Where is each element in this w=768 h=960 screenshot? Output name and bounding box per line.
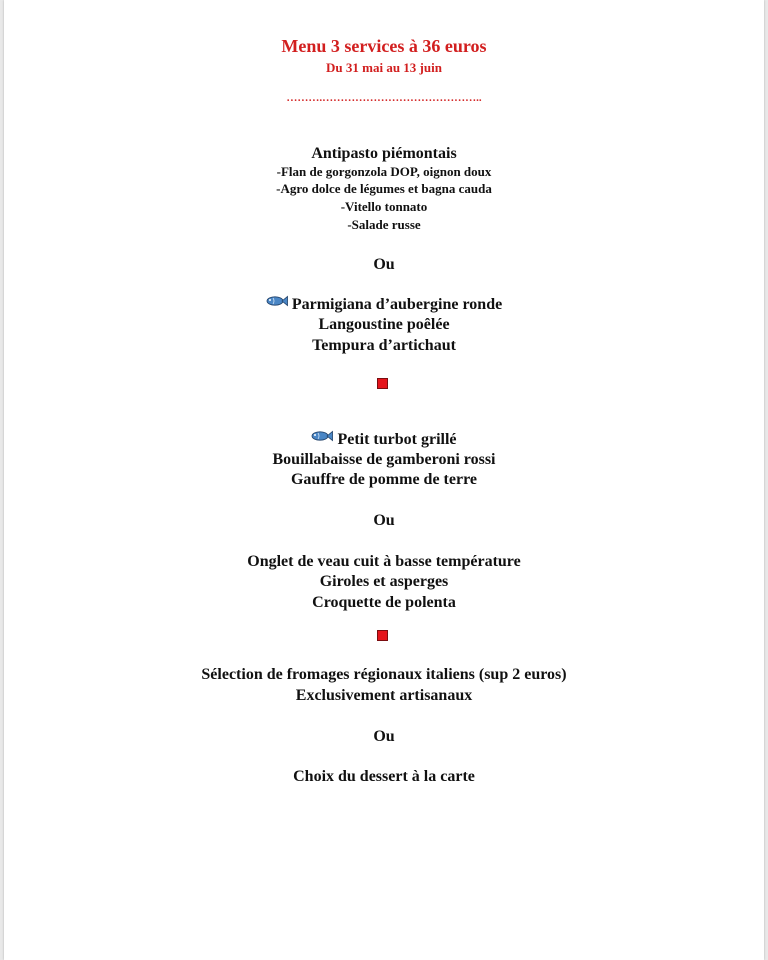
starter-2-line: Langoustine poêlée	[318, 316, 450, 333]
red-square-icon	[377, 630, 388, 641]
starter-1-item: -Salade russe	[347, 217, 421, 232]
red-square-icon	[377, 378, 388, 389]
starter-1-item: -Agro dolce de légumes et bagna cauda	[276, 181, 492, 196]
fish-icon	[266, 295, 288, 307]
main-2-line: Giroles et asperges	[319, 573, 449, 590]
or-label: Ou	[373, 256, 395, 273]
starter-1-item: -Vitello tonnato	[340, 199, 428, 214]
starter-1-item: -Flan de gorgonzola DOP, oignon doux	[276, 164, 492, 179]
starter-2-name-line	[4, 295, 764, 314]
dessert-2-name: Choix du dessert à la carte	[293, 768, 475, 785]
or-label: Ou	[373, 512, 395, 529]
fish-icon	[311, 430, 333, 442]
starter-2-line: Tempura d’artichaut	[312, 337, 456, 354]
starter-1-name: Antipasto piémontais	[311, 145, 457, 162]
menu-page	[4, 0, 764, 960]
menu-dates: Du 31 mai au 13 juin	[326, 60, 442, 75]
main-1-line: Gauffre de pomme de terre	[290, 471, 477, 488]
or-label: Ou	[373, 728, 395, 745]
main-2-line: Croquette de polenta	[312, 594, 456, 611]
dessert-1-line: Exclusivement artisanaux	[295, 687, 473, 704]
main-1-name: Petit turbot grillé	[337, 431, 457, 448]
dotted-divider: ……….……………………………………..	[286, 92, 482, 104]
dessert-1-name: Sélection de fromages régionaux italiens (sup 2 euros)	[201, 666, 567, 683]
main-1-name-line	[4, 430, 764, 449]
starter-2-name: Parmigiana d’aubergine ronde	[291, 296, 503, 313]
main-1-line: Bouillabaisse de gamberoni rossi	[272, 451, 496, 468]
main-2-name: Onglet de veau cuit à basse température	[247, 553, 521, 570]
menu-title: Menu 3 services à 36 euros	[281, 36, 487, 56]
